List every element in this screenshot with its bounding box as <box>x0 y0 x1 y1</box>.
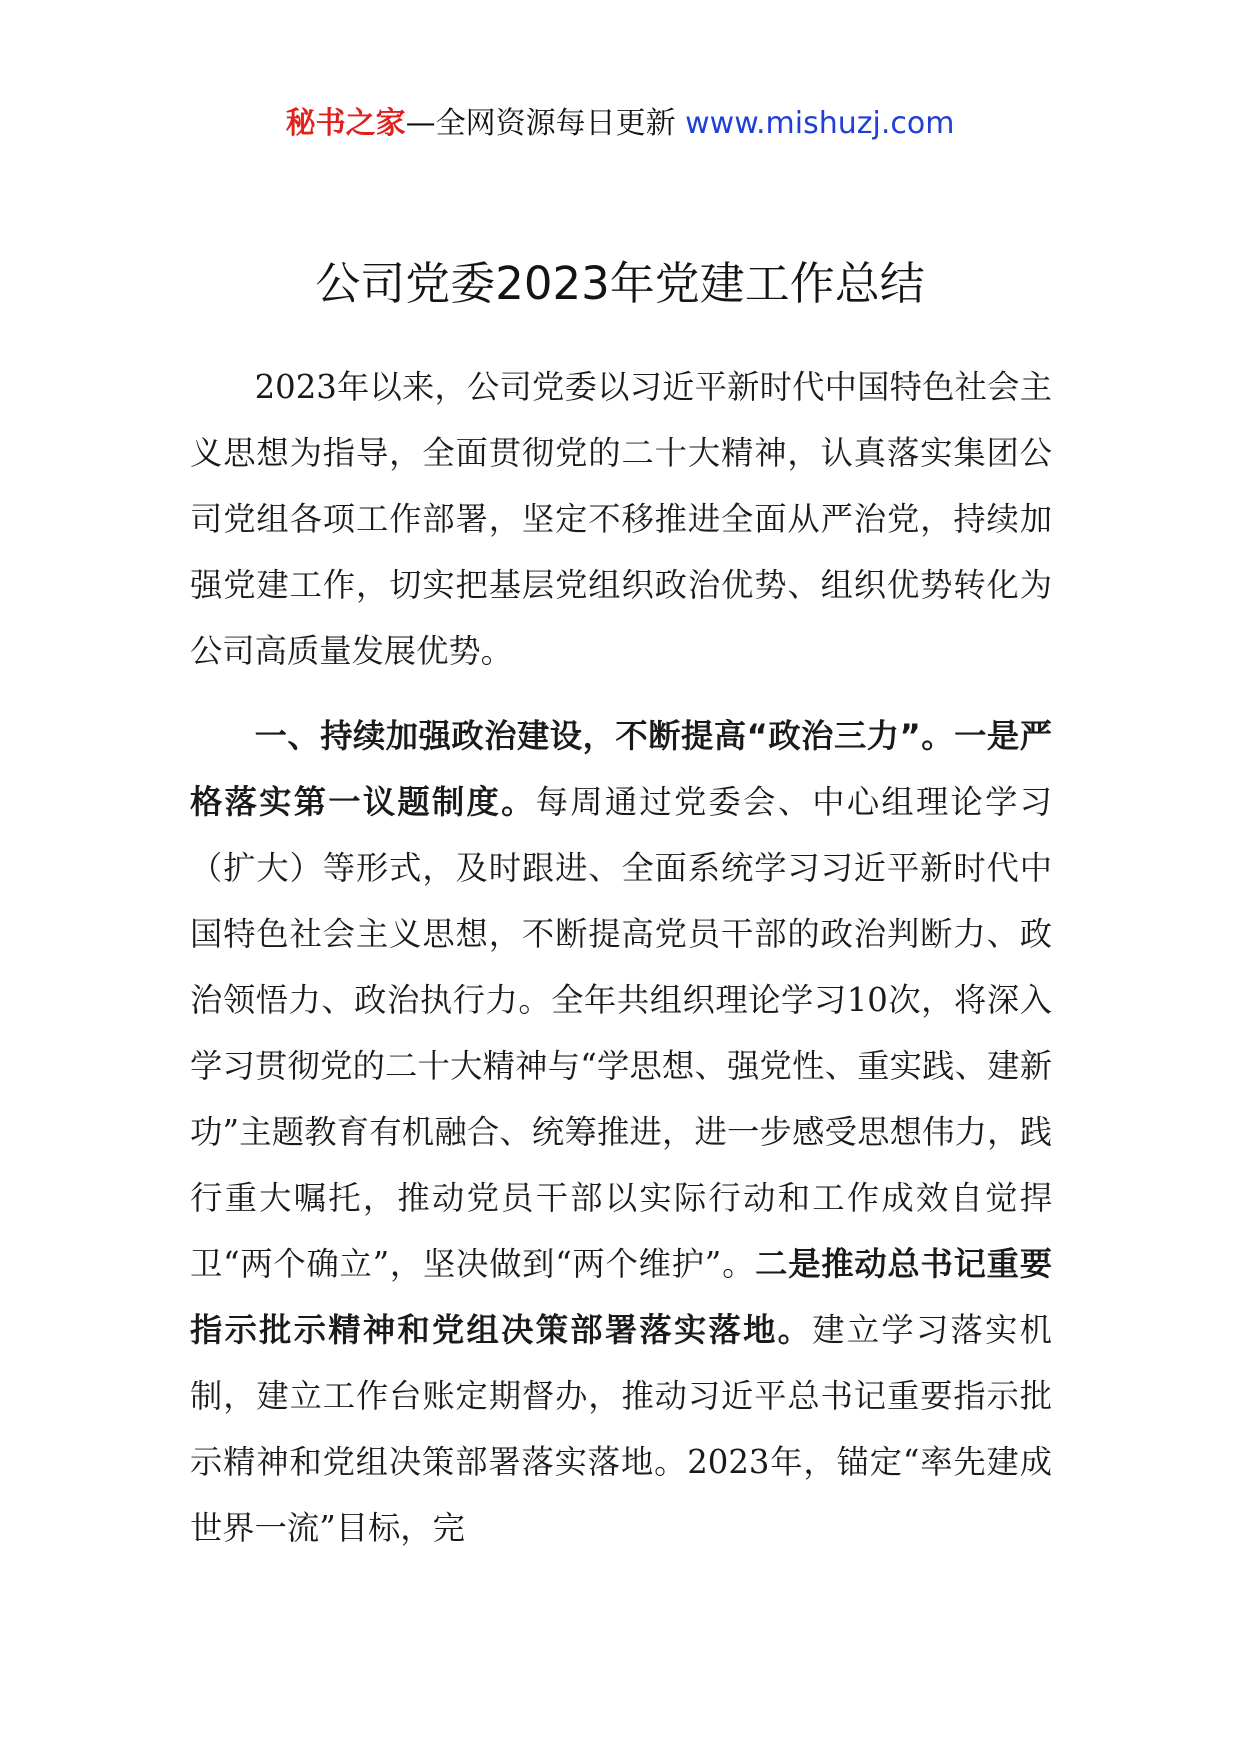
site-url-link[interactable]: www.mishuzj.com <box>685 106 955 141</box>
brand-name: 秘书之家 <box>285 106 406 141</box>
header-banner <box>0 104 1240 144</box>
intro-paragraph: 2023年以来，公司党委以习近平新时代中国特色社会主义思想为指导，全面贯彻党的二十大精神，认真落实集团公司党组各项工作部署，坚定不移推进全面从严治党，持续加强党建工作，切实把基层党组织政治优势、组织优势转化为公司高质量发展优势。 <box>190 368 1052 670</box>
point-two-heading: 二是推动总书记重要指示批示精神和党组决策部署落实落地。 <box>190 1245 1052 1349</box>
section-one-paragraph <box>190 703 1052 1561</box>
header-tagline: —全网资源每日更新 <box>405 106 676 141</box>
point-two-text: 建立学习落实机制，建立工作台账定期督办，推动习近平总书记重要指示批示精神和党组决策部署落实落地。2023年，锚定“率先建成世界一流”目标，完 <box>190 1311 1052 1547</box>
document-body <box>190 354 1052 1561</box>
point-one-heading: 一是严格落实第一议题制度。 <box>190 717 1052 821</box>
document-title: 公司党委2023年党建工作总结 <box>315 257 925 310</box>
point-one-text: 每周通过党委会、中心组理论学习（扩大）等形式，及时跟进、全面系统学习习近平新时代中国特色社会主义思想，不断提高党员干部的政治判断力、政治领悟力、政治执行力。全年共组织理论学习10次，将深入学习贯彻党的二十大精神与“学思想、强党性、重实践、建新功”主题教育有机融合、统筹推进，进一步感受思想伟力，践行重大嘱托，推动党员干部以实际行动和工作成效自觉捍卫“两个确立”，坚决做到“两个维护”。 <box>190 783 1052 1283</box>
section-heading: 一、持续加强政治建设，不断提高“政治三力”。 <box>254 717 955 755</box>
